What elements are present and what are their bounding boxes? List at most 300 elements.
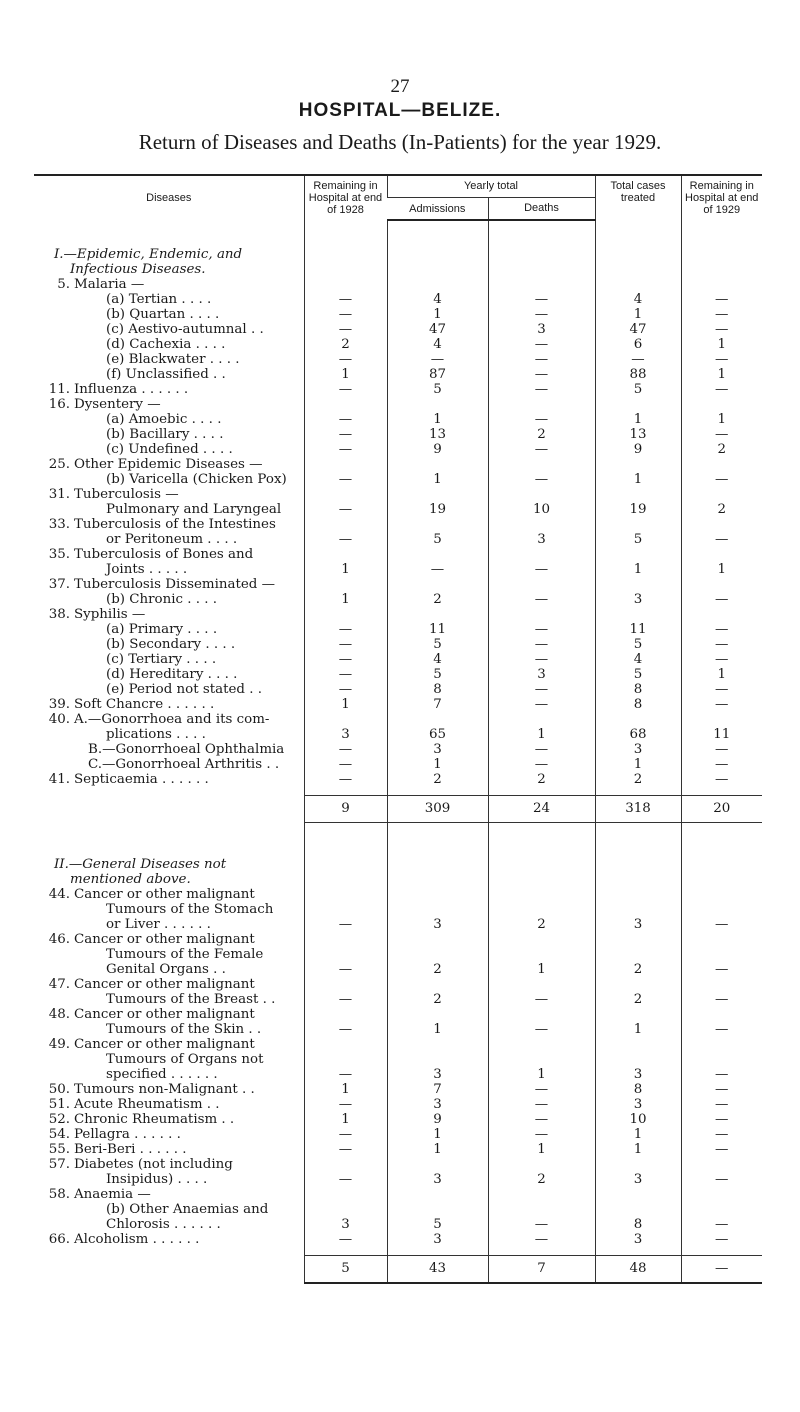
table-row bbox=[34, 292, 762, 307]
disease-label bbox=[34, 1022, 304, 1037]
remaining-start-cell bbox=[304, 712, 387, 727]
total-treated-cell: 4 bbox=[595, 292, 681, 307]
table-row bbox=[34, 742, 762, 757]
total-treated-cell bbox=[595, 887, 681, 902]
remaining-end-cell bbox=[681, 277, 762, 292]
empty-cell bbox=[681, 262, 762, 277]
total-treated-cell: 1 bbox=[595, 757, 681, 772]
disease-label bbox=[34, 1157, 304, 1172]
section-title: I.—Epidemic, Endemic, and bbox=[54, 247, 243, 262]
empty-cell bbox=[488, 823, 595, 850]
disease-name: or Liver . . . . . . bbox=[106, 917, 211, 932]
disease-name: Tumours of the Breast . . bbox=[106, 992, 276, 1007]
deaths-cell: — bbox=[488, 1097, 595, 1112]
remaining-start-cell: — bbox=[304, 1232, 387, 1247]
total-treated-cell bbox=[595, 1157, 681, 1172]
admissions-cell: 2 bbox=[387, 772, 488, 787]
spacer-row bbox=[34, 823, 762, 850]
disease-name: (e) Period not stated . . bbox=[106, 682, 262, 697]
remaining-start-cell bbox=[304, 1037, 387, 1052]
disease-number: 55. bbox=[48, 1142, 70, 1157]
disease-label bbox=[34, 622, 304, 637]
remaining-end-cell: — bbox=[681, 1022, 762, 1037]
table-row bbox=[34, 487, 762, 502]
admissions-cell bbox=[387, 457, 488, 472]
remaining-start-cell: 3 bbox=[304, 1217, 387, 1232]
table-row bbox=[34, 1187, 762, 1202]
disease-name: A.—Gonorrhoea and its com- bbox=[74, 712, 270, 727]
total-remaining-start: 9 bbox=[304, 796, 387, 823]
table-row bbox=[34, 1037, 762, 1052]
section-title: mentioned above. bbox=[70, 872, 191, 887]
deaths-cell: 3 bbox=[488, 532, 595, 547]
total-remaining-start: 5 bbox=[304, 1256, 387, 1284]
deaths-cell bbox=[488, 607, 595, 622]
disease-name: Pulmonary and Laryngeal bbox=[106, 502, 282, 517]
deaths-cell bbox=[488, 1157, 595, 1172]
deaths-cell: — bbox=[488, 697, 595, 712]
total-deaths: 7 bbox=[488, 1256, 595, 1284]
table-row bbox=[34, 1202, 762, 1217]
remaining-start-cell: 2 bbox=[304, 337, 387, 352]
deaths-cell: — bbox=[488, 682, 595, 697]
disease-label bbox=[34, 577, 304, 592]
disease-name: Malaria — bbox=[74, 277, 145, 292]
admissions-cell: 3 bbox=[387, 1067, 488, 1082]
remaining-end-cell: — bbox=[681, 682, 762, 697]
deaths-cell bbox=[488, 1007, 595, 1022]
spacer-row bbox=[34, 1247, 762, 1256]
admissions-cell bbox=[387, 517, 488, 532]
total-treated-cell: 3 bbox=[595, 1232, 681, 1247]
table-row bbox=[34, 1067, 762, 1082]
admissions-cell: 1 bbox=[387, 412, 488, 427]
empty-cell bbox=[681, 872, 762, 887]
disease-label bbox=[34, 367, 304, 382]
deaths-cell: — bbox=[488, 337, 595, 352]
empty-cell bbox=[595, 220, 681, 247]
admissions-cell bbox=[387, 1052, 488, 1067]
disease-name: Cancer or other malignant bbox=[74, 1007, 255, 1022]
admissions-cell: 3 bbox=[387, 917, 488, 932]
section-title-row bbox=[34, 872, 762, 887]
disease-name: (b) Quartan . . . . bbox=[106, 307, 220, 322]
remaining-end-cell: — bbox=[681, 772, 762, 787]
total-treated-cell: 5 bbox=[595, 667, 681, 682]
remaining-end-cell: — bbox=[681, 1067, 762, 1082]
deaths-cell bbox=[488, 547, 595, 562]
remaining-start-cell bbox=[304, 607, 387, 622]
spacer-row bbox=[34, 220, 762, 247]
table-row bbox=[34, 577, 762, 592]
disease-name: plications . . . . bbox=[106, 727, 206, 742]
remaining-end-cell: — bbox=[681, 292, 762, 307]
admissions-cell bbox=[387, 487, 488, 502]
remaining-start-cell: — bbox=[304, 742, 387, 757]
disease-label bbox=[34, 487, 304, 502]
empty-cell bbox=[34, 1247, 304, 1256]
remaining-end-cell: — bbox=[681, 742, 762, 757]
disease-number: 37. bbox=[48, 577, 70, 592]
total-treated-cell: 3 bbox=[595, 742, 681, 757]
table-row bbox=[34, 622, 762, 637]
empty-cell bbox=[681, 247, 762, 262]
total-treated-cell bbox=[595, 902, 681, 917]
deaths-cell: — bbox=[488, 472, 595, 487]
empty-cell bbox=[387, 823, 488, 850]
disease-label bbox=[34, 1007, 304, 1022]
deaths-cell: — bbox=[488, 352, 595, 367]
total-treated-cell bbox=[595, 277, 681, 292]
disease-name: Chlorosis . . . . . . bbox=[106, 1217, 221, 1232]
deaths-cell: — bbox=[488, 307, 595, 322]
total-treated-cell: 68 bbox=[595, 727, 681, 742]
remaining-end-cell: — bbox=[681, 307, 762, 322]
disease-name: (e) Blackwater . . . . bbox=[106, 352, 240, 367]
disease-number: 54. bbox=[48, 1127, 70, 1142]
total-deaths: 24 bbox=[488, 796, 595, 823]
total-remaining-end: 20 bbox=[681, 796, 762, 823]
remaining-start-cell: — bbox=[304, 682, 387, 697]
deaths-cell: 2 bbox=[488, 772, 595, 787]
remaining-end-cell: — bbox=[681, 962, 762, 977]
page-number: 27 bbox=[390, 76, 410, 97]
remaining-end-cell: 1 bbox=[681, 667, 762, 682]
deaths-cell bbox=[488, 887, 595, 902]
table-row bbox=[34, 757, 762, 772]
disease-number: 57. bbox=[48, 1157, 70, 1172]
col-deaths: Deaths bbox=[488, 198, 595, 221]
disease-name: Soft Chancre . . . . . . bbox=[74, 697, 215, 712]
total-treated-cell: 6 bbox=[595, 337, 681, 352]
remaining-start-cell: — bbox=[304, 352, 387, 367]
remaining-end-cell bbox=[681, 1157, 762, 1172]
remaining-end-cell: — bbox=[681, 992, 762, 1007]
disease-name: (a) Amoebic . . . . bbox=[106, 412, 222, 427]
deaths-cell bbox=[488, 932, 595, 947]
total-treated-cell bbox=[595, 712, 681, 727]
table-row bbox=[34, 992, 762, 1007]
empty-cell bbox=[595, 787, 681, 796]
disease-name: Diabetes (not including bbox=[74, 1157, 233, 1172]
remaining-start-cell: — bbox=[304, 992, 387, 1007]
disease-label bbox=[34, 932, 304, 947]
remaining-start-cell: 1 bbox=[304, 1112, 387, 1127]
remaining-start-cell: — bbox=[304, 962, 387, 977]
admissions-cell bbox=[387, 932, 488, 947]
table-row bbox=[34, 1007, 762, 1022]
disease-label bbox=[34, 1202, 304, 1217]
remaining-start-cell: — bbox=[304, 307, 387, 322]
empty-cell bbox=[681, 849, 762, 857]
disease-label bbox=[34, 1187, 304, 1202]
disease-number: 58. bbox=[48, 1187, 70, 1202]
table-row bbox=[34, 517, 762, 532]
empty-cell bbox=[34, 823, 304, 850]
disease-name: B.—Gonorrhoeal Ophthalmia bbox=[88, 742, 285, 757]
deaths-cell: — bbox=[488, 382, 595, 397]
deaths-cell: 2 bbox=[488, 1172, 595, 1187]
empty-cell bbox=[34, 220, 304, 247]
remaining-end-cell: 1 bbox=[681, 367, 762, 382]
table-row bbox=[34, 637, 762, 652]
disease-label bbox=[34, 712, 304, 727]
remaining-end-cell bbox=[681, 932, 762, 947]
disease-name: Cancer or other malignant bbox=[74, 977, 255, 992]
deaths-cell: 3 bbox=[488, 667, 595, 682]
disease-number: 40. bbox=[48, 712, 70, 727]
table-row bbox=[34, 887, 762, 902]
empty-cell bbox=[595, 1247, 681, 1256]
deaths-cell: 1 bbox=[488, 727, 595, 742]
spacer-row bbox=[34, 787, 762, 796]
totals-row bbox=[34, 796, 762, 823]
disease-label bbox=[34, 1097, 304, 1112]
remaining-start-cell: — bbox=[304, 1127, 387, 1142]
admissions-cell: — bbox=[387, 562, 488, 577]
disease-label bbox=[34, 427, 304, 442]
table-row bbox=[34, 412, 762, 427]
empty-cell bbox=[304, 262, 387, 277]
total-treated-cell: 8 bbox=[595, 697, 681, 712]
empty-cell bbox=[34, 787, 304, 796]
admissions-cell bbox=[387, 887, 488, 902]
deaths-cell: — bbox=[488, 622, 595, 637]
disease-name: (a) Primary . . . . bbox=[106, 622, 218, 637]
disease-label bbox=[34, 382, 304, 397]
total-treated-cell: 2 bbox=[595, 992, 681, 1007]
deaths-cell bbox=[488, 577, 595, 592]
disease-number: 16. bbox=[48, 397, 70, 412]
disease-label bbox=[34, 697, 304, 712]
admissions-cell: 5 bbox=[387, 382, 488, 397]
deaths-cell: — bbox=[488, 412, 595, 427]
remaining-start-cell bbox=[304, 517, 387, 532]
remaining-start-cell: — bbox=[304, 917, 387, 932]
remaining-start-cell: 1 bbox=[304, 1082, 387, 1097]
table-row bbox=[34, 532, 762, 547]
empty-cell bbox=[681, 857, 762, 872]
col-diseases: Diseases bbox=[34, 175, 304, 220]
remaining-end-cell: — bbox=[681, 322, 762, 337]
remaining-end-cell bbox=[681, 1052, 762, 1067]
table-title: Return of Diseases and Deaths (In-Patients) for the year 1929. bbox=[138, 130, 662, 154]
remaining-end-cell bbox=[681, 457, 762, 472]
disease-name: Syphilis — bbox=[74, 607, 146, 622]
remaining-end-cell: 2 bbox=[681, 502, 762, 517]
disease-name: Septicaemia . . . . . . bbox=[74, 772, 209, 787]
disease-name: Joints . . . . . bbox=[106, 562, 188, 577]
disease-label bbox=[34, 397, 304, 412]
section-title: Infectious Diseases. bbox=[70, 262, 206, 277]
disease-name: Beri-Beri . . . . . . bbox=[74, 1142, 187, 1157]
deaths-cell: 1 bbox=[488, 962, 595, 977]
disease-name: Cancer or other malignant bbox=[74, 932, 255, 947]
disease-number: 41. bbox=[48, 772, 70, 787]
table-row bbox=[34, 307, 762, 322]
table-row bbox=[34, 1142, 762, 1157]
table-row bbox=[34, 367, 762, 382]
empty-cell bbox=[488, 1247, 595, 1256]
total-treated-cell: 1 bbox=[595, 307, 681, 322]
disease-label bbox=[34, 532, 304, 547]
total-treated-cell: 2 bbox=[595, 772, 681, 787]
remaining-end-cell: 11 bbox=[681, 727, 762, 742]
disease-name: Pellagra . . . . . . bbox=[74, 1127, 181, 1142]
table-row bbox=[34, 947, 762, 962]
table-row bbox=[34, 977, 762, 992]
table-row bbox=[34, 607, 762, 622]
total-treated-cell bbox=[595, 517, 681, 532]
admissions-cell: 13 bbox=[387, 427, 488, 442]
table-body bbox=[34, 220, 762, 1283]
deaths-cell: — bbox=[488, 742, 595, 757]
disease-name: Tumours of the Stomach bbox=[106, 902, 274, 917]
disease-number: 39. bbox=[48, 697, 70, 712]
remaining-end-cell: — bbox=[681, 1082, 762, 1097]
disease-label bbox=[34, 757, 304, 772]
total-treated-cell bbox=[595, 457, 681, 472]
table-row bbox=[34, 1157, 762, 1172]
table-row bbox=[34, 1097, 762, 1112]
deaths-cell: — bbox=[488, 292, 595, 307]
disease-label bbox=[34, 1127, 304, 1142]
table-header bbox=[34, 175, 762, 220]
remaining-end-cell: 1 bbox=[681, 562, 762, 577]
admissions-cell bbox=[387, 397, 488, 412]
disease-number: 51. bbox=[48, 1097, 70, 1112]
disease-label bbox=[34, 337, 304, 352]
remaining-end-cell bbox=[681, 902, 762, 917]
disease-number: 50. bbox=[48, 1082, 70, 1097]
disease-label bbox=[34, 562, 304, 577]
table-row bbox=[34, 1127, 762, 1142]
disease-label bbox=[34, 962, 304, 977]
disease-name: Tumours of Organs not bbox=[106, 1052, 264, 1067]
empty-cell bbox=[488, 220, 595, 247]
remaining-end-cell bbox=[681, 947, 762, 962]
remaining-start-cell: — bbox=[304, 652, 387, 667]
remaining-end-cell: — bbox=[681, 1217, 762, 1232]
disease-label bbox=[34, 472, 304, 487]
remaining-start-cell bbox=[304, 977, 387, 992]
table-row bbox=[34, 322, 762, 337]
disease-label bbox=[34, 442, 304, 457]
deaths-cell: — bbox=[488, 757, 595, 772]
disease-number: 25. bbox=[48, 457, 70, 472]
remaining-start-cell bbox=[304, 1052, 387, 1067]
total-treated-cell bbox=[595, 577, 681, 592]
table-row bbox=[34, 277, 762, 292]
remaining-start-cell bbox=[304, 887, 387, 902]
empty-cell bbox=[387, 857, 488, 872]
spacer-row bbox=[34, 849, 762, 857]
table-row bbox=[34, 932, 762, 947]
empty-cell bbox=[595, 857, 681, 872]
empty-cell bbox=[681, 220, 762, 247]
disease-label bbox=[34, 637, 304, 652]
admissions-cell: 5 bbox=[387, 637, 488, 652]
disease-label bbox=[34, 1142, 304, 1157]
empty-cell bbox=[304, 849, 387, 857]
admissions-cell bbox=[387, 547, 488, 562]
remaining-end-cell: — bbox=[681, 697, 762, 712]
admissions-cell: 8 bbox=[387, 682, 488, 697]
col-yearly-total: Yearly total bbox=[387, 175, 595, 198]
total-admissions: 309 bbox=[387, 796, 488, 823]
disease-name: Dysentery — bbox=[74, 397, 161, 412]
deaths-cell: — bbox=[488, 1082, 595, 1097]
empty-cell bbox=[387, 1247, 488, 1256]
admissions-cell: 1 bbox=[387, 1022, 488, 1037]
deaths-cell: 1 bbox=[488, 1067, 595, 1082]
disease-name: Cancer or other malignant bbox=[74, 1037, 255, 1052]
remaining-start-cell bbox=[304, 947, 387, 962]
empty-cell bbox=[387, 220, 488, 247]
remaining-end-cell: — bbox=[681, 592, 762, 607]
admissions-cell: 3 bbox=[387, 1097, 488, 1112]
disease-number: 47. bbox=[48, 977, 70, 992]
disease-name: Tumours of the Skin . . bbox=[106, 1022, 262, 1037]
empty-cell bbox=[304, 857, 387, 872]
remaining-end-cell: — bbox=[681, 622, 762, 637]
empty-cell bbox=[304, 872, 387, 887]
total-treated-cell bbox=[595, 487, 681, 502]
disease-label bbox=[34, 652, 304, 667]
remaining-start-cell bbox=[304, 1187, 387, 1202]
table-row bbox=[34, 697, 762, 712]
table-row bbox=[34, 427, 762, 442]
deaths-cell: — bbox=[488, 592, 595, 607]
disease-label bbox=[34, 292, 304, 307]
remaining-end-cell: — bbox=[681, 472, 762, 487]
table-row bbox=[34, 1022, 762, 1037]
table-row bbox=[34, 457, 762, 472]
disease-label bbox=[34, 772, 304, 787]
empty-cell bbox=[681, 823, 762, 850]
admissions-cell: 4 bbox=[387, 652, 488, 667]
table-row bbox=[34, 772, 762, 787]
admissions-cell: 1 bbox=[387, 1127, 488, 1142]
remaining-end-cell: — bbox=[681, 917, 762, 932]
table-row bbox=[34, 902, 762, 917]
admissions-cell bbox=[387, 1202, 488, 1217]
admissions-cell: 5 bbox=[387, 1217, 488, 1232]
deaths-cell: 2 bbox=[488, 917, 595, 932]
disease-name: Influenza . . . . . . bbox=[74, 382, 189, 397]
admissions-cell: 7 bbox=[387, 1082, 488, 1097]
table-row bbox=[34, 667, 762, 682]
disease-name: (c) Tertiary . . . . bbox=[106, 652, 217, 667]
disease-number: 11. bbox=[48, 382, 70, 397]
remaining-start-cell: — bbox=[304, 757, 387, 772]
total-treated-cell bbox=[595, 932, 681, 947]
deaths-cell: — bbox=[488, 367, 595, 382]
remaining-end-cell bbox=[681, 887, 762, 902]
disease-number: 66. bbox=[48, 1232, 70, 1247]
disease-name: Genital Organs . . bbox=[106, 962, 226, 977]
empty-cell bbox=[488, 247, 595, 262]
empty-cell bbox=[681, 1247, 762, 1256]
disease-label bbox=[34, 607, 304, 622]
total-remaining-end: — bbox=[681, 1256, 762, 1284]
remaining-end-cell bbox=[681, 397, 762, 412]
empty-cell bbox=[304, 247, 387, 262]
remaining-start-cell: — bbox=[304, 1097, 387, 1112]
remaining-start-cell bbox=[304, 547, 387, 562]
total-admissions: 43 bbox=[387, 1256, 488, 1284]
total-treated-cell bbox=[595, 977, 681, 992]
